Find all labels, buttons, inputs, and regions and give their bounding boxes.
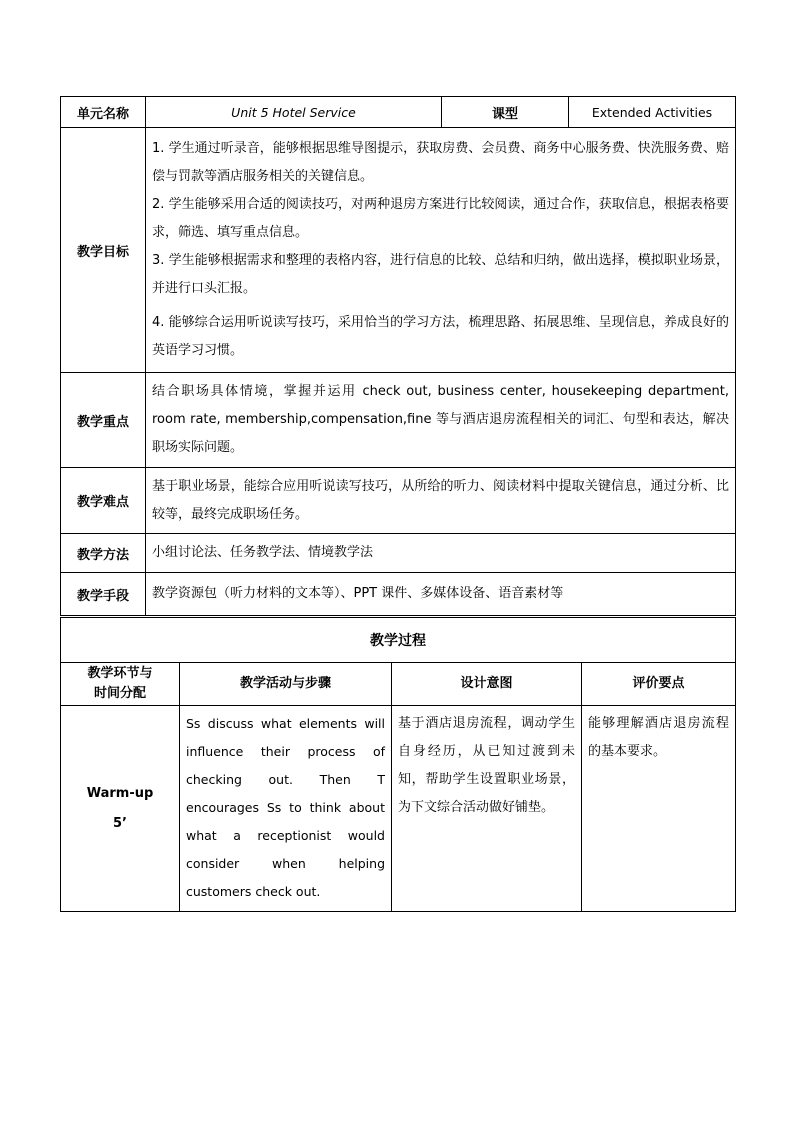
stage-header-line: 时间分配 xyxy=(93,686,146,701)
means-content: 教学资源包（听力材料的文本等）、PPT 课件、多媒体设备、语音素材等 xyxy=(146,573,736,616)
lesson-type-label: 课型 xyxy=(442,97,569,128)
stage-header-line: 教学环节与 xyxy=(87,666,153,681)
goal-item: 4. 能够综合运用听说读写技巧，采用恰当的学习方法，梳理思路、拓展思维、呈现信息，养成良好的英语学习习惯。 xyxy=(152,315,729,358)
evaluation-cell: 能够理解酒店退房流程的基本要求。 xyxy=(582,706,736,912)
unit-name-value: Unit 5 Hotel Service xyxy=(146,97,442,128)
goal-item: 3. 学生能够根据需求和整理的表格内容，进行信息的比较、总结和归纳，做出选择，模拟职业场景，并进行口头汇报。 xyxy=(152,253,729,296)
goals-content xyxy=(146,128,736,373)
lesson-info-table xyxy=(60,96,736,616)
methods-content: 小组讨论法、任务教学法、情境教学法 xyxy=(146,534,736,573)
goals-label: 教学目标 xyxy=(61,128,146,373)
stage-time: 5’ xyxy=(113,815,127,831)
means-label: 教学手段 xyxy=(61,573,146,616)
column-header-stage xyxy=(61,663,180,706)
table-row xyxy=(61,706,736,912)
stage-name: Warm-up xyxy=(86,785,154,801)
column-header-intent: 设计意图 xyxy=(392,663,582,706)
difficulties-label: 教学难点 xyxy=(61,468,146,534)
process-title: 教学过程 xyxy=(61,618,736,663)
activity-cell: Ss discuss what elements will influence their process of checking out. Then T encourages Ss to think about what a receptionist would consider when helping customers check out. xyxy=(180,706,392,912)
goal-item: 1. 学生通过听录音，能够根据思维导图提示，获取房费、会员费、商务中心服务费、快洗服务费、赔偿与罚款等酒店服务相关的关键信息。 xyxy=(152,141,729,184)
column-header-activities: 教学活动与步骤 xyxy=(180,663,392,706)
key-points-label: 教学重点 xyxy=(61,373,146,468)
teaching-process-table xyxy=(60,617,736,912)
intent-cell: 基于酒店退房流程，调动学生自身经历，从已知过渡到未知，帮助学生设置职业场景，为下文综合活动做好铺垫。 xyxy=(392,706,582,912)
lesson-type-value: Extended Activities xyxy=(569,97,736,128)
stage-cell xyxy=(61,706,180,912)
key-points-content: 结合职场具体情境，掌握并运用 check out, business center, housekeeping department, room rate, membership,compensation,fine 等与酒店退房流程相关的词汇、句型和表达，解决职场实际问题。 xyxy=(146,373,736,468)
goal-item: 2. 学生能够采用合适的阅读技巧，对两种退房方案进行比较阅读，通过合作，获取信息，根据表格要求，筛选、填写重点信息。 xyxy=(152,197,729,240)
difficulties-content: 基于职业场景，能综合应用听说读写技巧，从所给的听力、阅读材料中提取关键信息，通过分析、比较等，最终完成职场任务。 xyxy=(146,468,736,534)
column-header-evaluation: 评价要点 xyxy=(582,663,736,706)
methods-label: 教学方法 xyxy=(61,534,146,573)
unit-name-label: 单元名称 xyxy=(61,97,146,128)
